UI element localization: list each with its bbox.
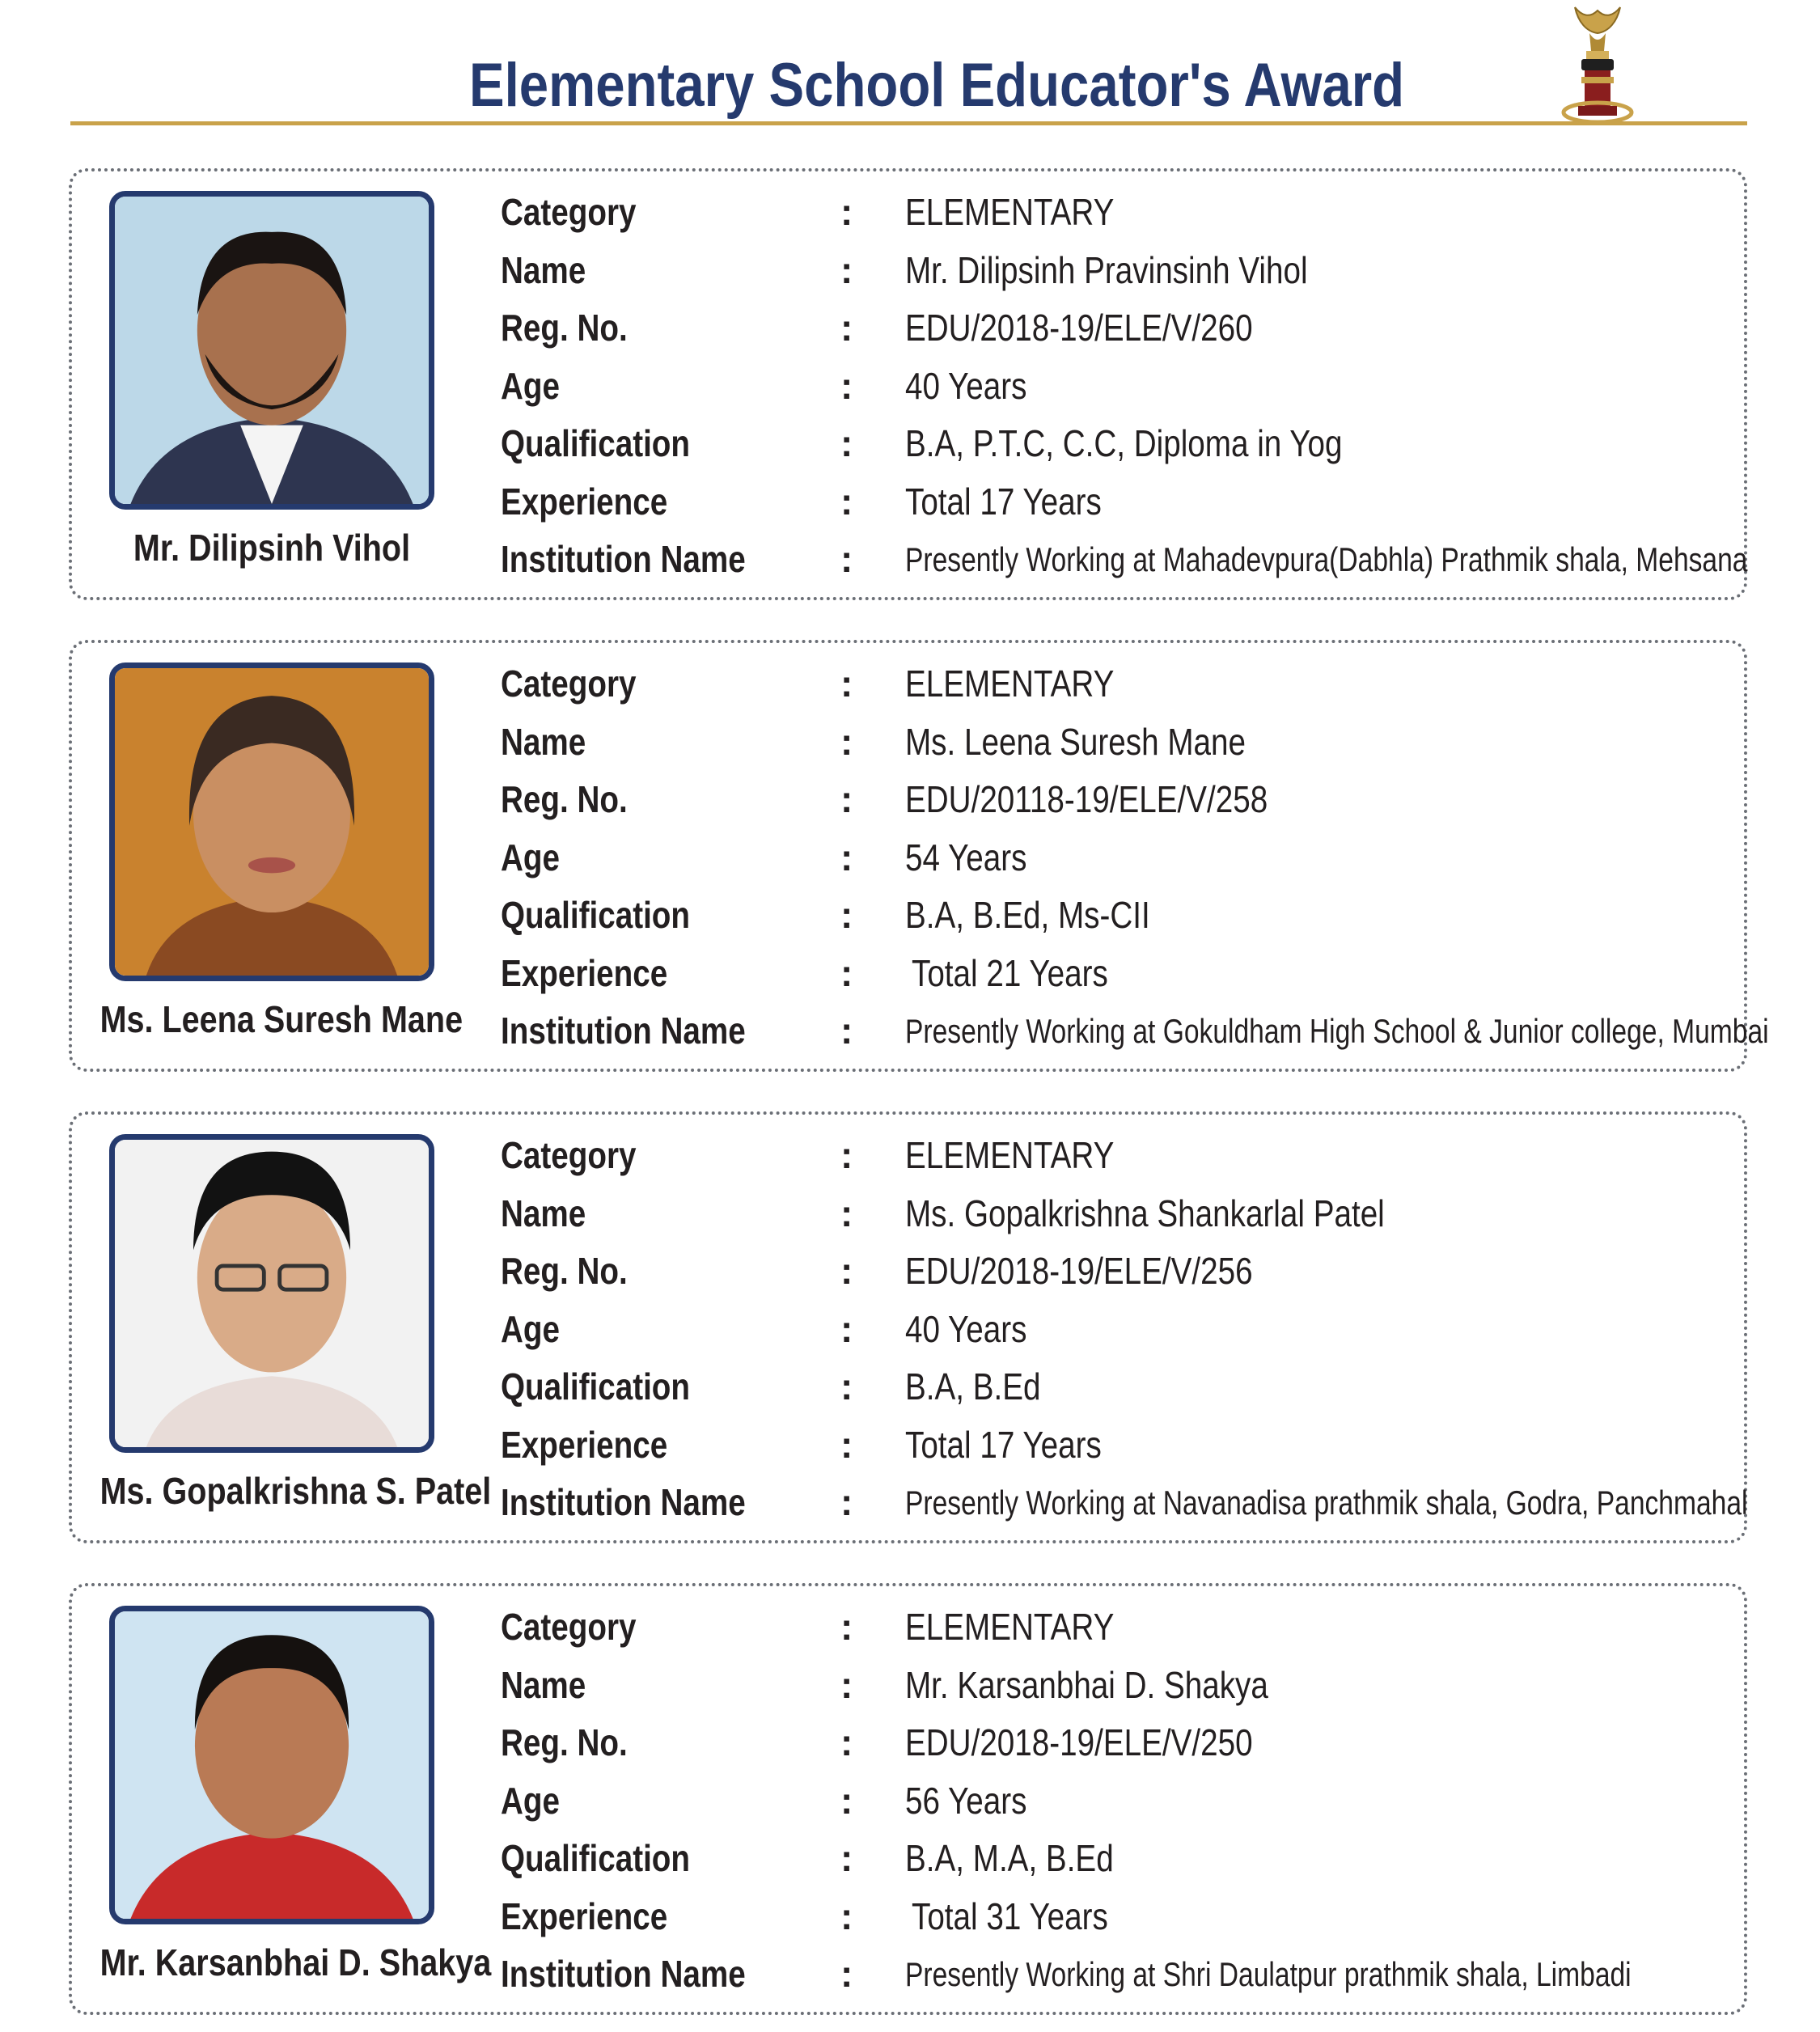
name-value: Mr. Karsanbhai D. Shakya — [905, 1663, 1268, 1706]
separator: : — [840, 1010, 853, 1052]
qualification-value: B.A, B.Ed, Ms-CII — [905, 894, 1150, 936]
experience-value: Total 17 Years — [905, 1423, 1102, 1466]
institution-value: Presently Working at Gokuldham High School & Junior college, Mumbai — [905, 1012, 1769, 1050]
category-row — [501, 655, 1730, 713]
reg-no-value: EDU/2018-19/ELE/V/250 — [905, 1721, 1253, 1763]
awardee-photo — [109, 191, 434, 510]
age-value: 40 Years — [905, 364, 1027, 407]
category-value: ELEMENTARY — [905, 1134, 1115, 1176]
experience-value: Total 17 Years — [905, 480, 1102, 523]
qualification-value: B.A, B.Ed — [905, 1365, 1041, 1408]
name-label: Name — [501, 1192, 586, 1234]
separator: : — [840, 894, 853, 936]
age-row — [501, 1301, 1730, 1359]
institution-value: Presently Working at Navanadisa prathmik shala, Godra, Panchmahal — [905, 1484, 1748, 1522]
separator: : — [840, 480, 853, 523]
age-label: Age — [501, 836, 561, 878]
institution-label: Institution Name — [501, 1953, 746, 1995]
experience-label: Experience — [501, 1423, 668, 1466]
name-row — [501, 713, 1730, 772]
category-row — [501, 1598, 1730, 1657]
reg-no-row — [501, 1242, 1730, 1301]
name-row — [501, 1657, 1730, 1715]
separator: : — [840, 720, 853, 763]
name-label: Name — [501, 248, 586, 291]
age-row — [501, 1772, 1730, 1831]
age-label: Age — [501, 1307, 561, 1350]
reg-no-row — [501, 299, 1730, 358]
reg-no-value: EDU/2018-19/ELE/V/256 — [905, 1250, 1253, 1292]
separator: : — [840, 307, 853, 349]
separator: : — [840, 1837, 853, 1879]
experience-row — [501, 473, 1730, 531]
age-value: 56 Years — [905, 1779, 1027, 1822]
experience-value: Total 31 Years — [912, 1894, 1108, 1937]
awardee-card — [69, 1583, 1747, 2015]
category-row — [501, 1127, 1730, 1185]
separator: : — [840, 1721, 853, 1763]
separator: : — [840, 836, 853, 878]
qualification-label: Qualification — [501, 422, 691, 464]
experience-label: Experience — [501, 480, 668, 523]
separator: : — [840, 364, 853, 407]
separator: : — [840, 1423, 853, 1466]
separator: : — [840, 1606, 853, 1648]
institution-row — [501, 1474, 1748, 1532]
separator: : — [840, 1779, 853, 1822]
name-label: Name — [501, 1663, 586, 1706]
separator: : — [840, 191, 853, 233]
separator: : — [840, 248, 853, 291]
separator: : — [840, 1365, 853, 1408]
awardee-photo — [109, 1134, 434, 1453]
age-label: Age — [501, 364, 561, 407]
reg-no-label: Reg. No. — [501, 307, 628, 349]
separator: : — [840, 1953, 853, 1995]
name-value: Ms. Gopalkrishna Shankarlal Patel — [905, 1192, 1385, 1234]
category-value: ELEMENTARY — [905, 663, 1115, 705]
qualification-value: B.A, P.T.C, C.C, Diploma in Yog — [905, 422, 1343, 464]
experience-label: Experience — [501, 1894, 668, 1937]
separator: : — [840, 1192, 853, 1234]
separator: : — [840, 538, 853, 580]
details-table — [501, 655, 1769, 1060]
category-label: Category — [501, 1606, 637, 1648]
reg-no-label: Reg. No. — [501, 1721, 628, 1763]
category-label: Category — [501, 191, 637, 233]
name-value: Mr. Dilipsinh Pravinsinh Vihol — [905, 248, 1308, 291]
reg-no-value: EDU/20118-19/ELE/V/258 — [905, 778, 1268, 820]
qualification-row — [501, 1830, 1730, 1888]
awardee-card — [69, 168, 1747, 600]
institution-row — [501, 1945, 1730, 2004]
institution-row — [501, 1002, 1769, 1060]
reg-no-label: Reg. No. — [501, 1250, 628, 1292]
awardee-card — [69, 640, 1769, 1072]
institution-value: Presently Working at Mahadevpura(Dabhla) Prathmik shala, Mehsana — [905, 540, 1748, 578]
name-label: Name — [501, 720, 586, 763]
separator: : — [840, 951, 853, 994]
header-divider — [70, 121, 1747, 125]
page-header — [0, 0, 1820, 129]
awardee-caption: Mr. Dilipsinh Vihol — [133, 527, 411, 569]
age-value: 54 Years — [905, 836, 1027, 878]
separator: : — [840, 1663, 853, 1706]
trophy-icon — [1557, 4, 1638, 125]
experience-row — [501, 1888, 1730, 1946]
awardee-caption: Ms. Gopalkrishna S. Patel — [99, 1470, 492, 1512]
category-value: ELEMENTARY — [905, 1606, 1115, 1648]
qualification-label: Qualification — [501, 1365, 691, 1408]
category-label: Category — [501, 663, 637, 705]
name-value: Ms. Leena Suresh Mane — [905, 720, 1246, 763]
separator: : — [840, 1307, 853, 1350]
separator: : — [840, 778, 853, 820]
experience-row — [501, 945, 1730, 1003]
qualification-value: B.A, M.A, B.Ed — [905, 1837, 1114, 1879]
name-row — [501, 242, 1730, 300]
name-row — [501, 1185, 1730, 1243]
qualification-label: Qualification — [501, 1837, 691, 1879]
qualification-row — [501, 415, 1730, 473]
separator: : — [840, 422, 853, 464]
age-value: 40 Years — [905, 1307, 1027, 1350]
age-row — [501, 358, 1730, 416]
details-table — [501, 184, 1748, 589]
awardee-photo — [109, 663, 434, 981]
reg-no-value: EDU/2018-19/ELE/V/260 — [905, 307, 1253, 349]
separator: : — [840, 663, 853, 705]
reg-no-row — [501, 771, 1730, 829]
category-label: Category — [501, 1134, 637, 1176]
separator: : — [840, 1250, 853, 1292]
details-table — [501, 1598, 1730, 2004]
experience-label: Experience — [501, 951, 668, 994]
awardee-caption: Mr. Karsanbhai D. Shakya — [99, 1941, 492, 1983]
category-row — [501, 184, 1730, 242]
awardee-card — [69, 1111, 1747, 1543]
reg-no-label: Reg. No. — [501, 778, 628, 820]
institution-row — [501, 531, 1748, 589]
institution-label: Institution Name — [501, 538, 746, 580]
details-table — [501, 1127, 1748, 1532]
separator: : — [840, 1481, 853, 1523]
awardee-photo — [109, 1606, 434, 1924]
age-label: Age — [501, 1779, 561, 1822]
institution-value: Presently Working at Shri Daulatpur prathmik shala, Limbadi — [905, 1955, 1632, 1993]
separator: : — [840, 1894, 853, 1937]
qualification-row — [501, 887, 1730, 945]
category-value: ELEMENTARY — [905, 191, 1115, 233]
page-title: Elementary School Educator's Award — [469, 51, 1405, 120]
institution-label: Institution Name — [501, 1010, 746, 1052]
experience-value: Total 21 Years — [912, 951, 1108, 994]
qualification-label: Qualification — [501, 894, 691, 936]
reg-no-row — [501, 1714, 1730, 1772]
separator: : — [840, 1134, 853, 1176]
age-row — [501, 829, 1730, 887]
experience-row — [501, 1416, 1730, 1475]
institution-label: Institution Name — [501, 1481, 746, 1523]
awardee-caption: Ms. Leena Suresh Mane — [99, 998, 463, 1040]
qualification-row — [501, 1358, 1730, 1416]
